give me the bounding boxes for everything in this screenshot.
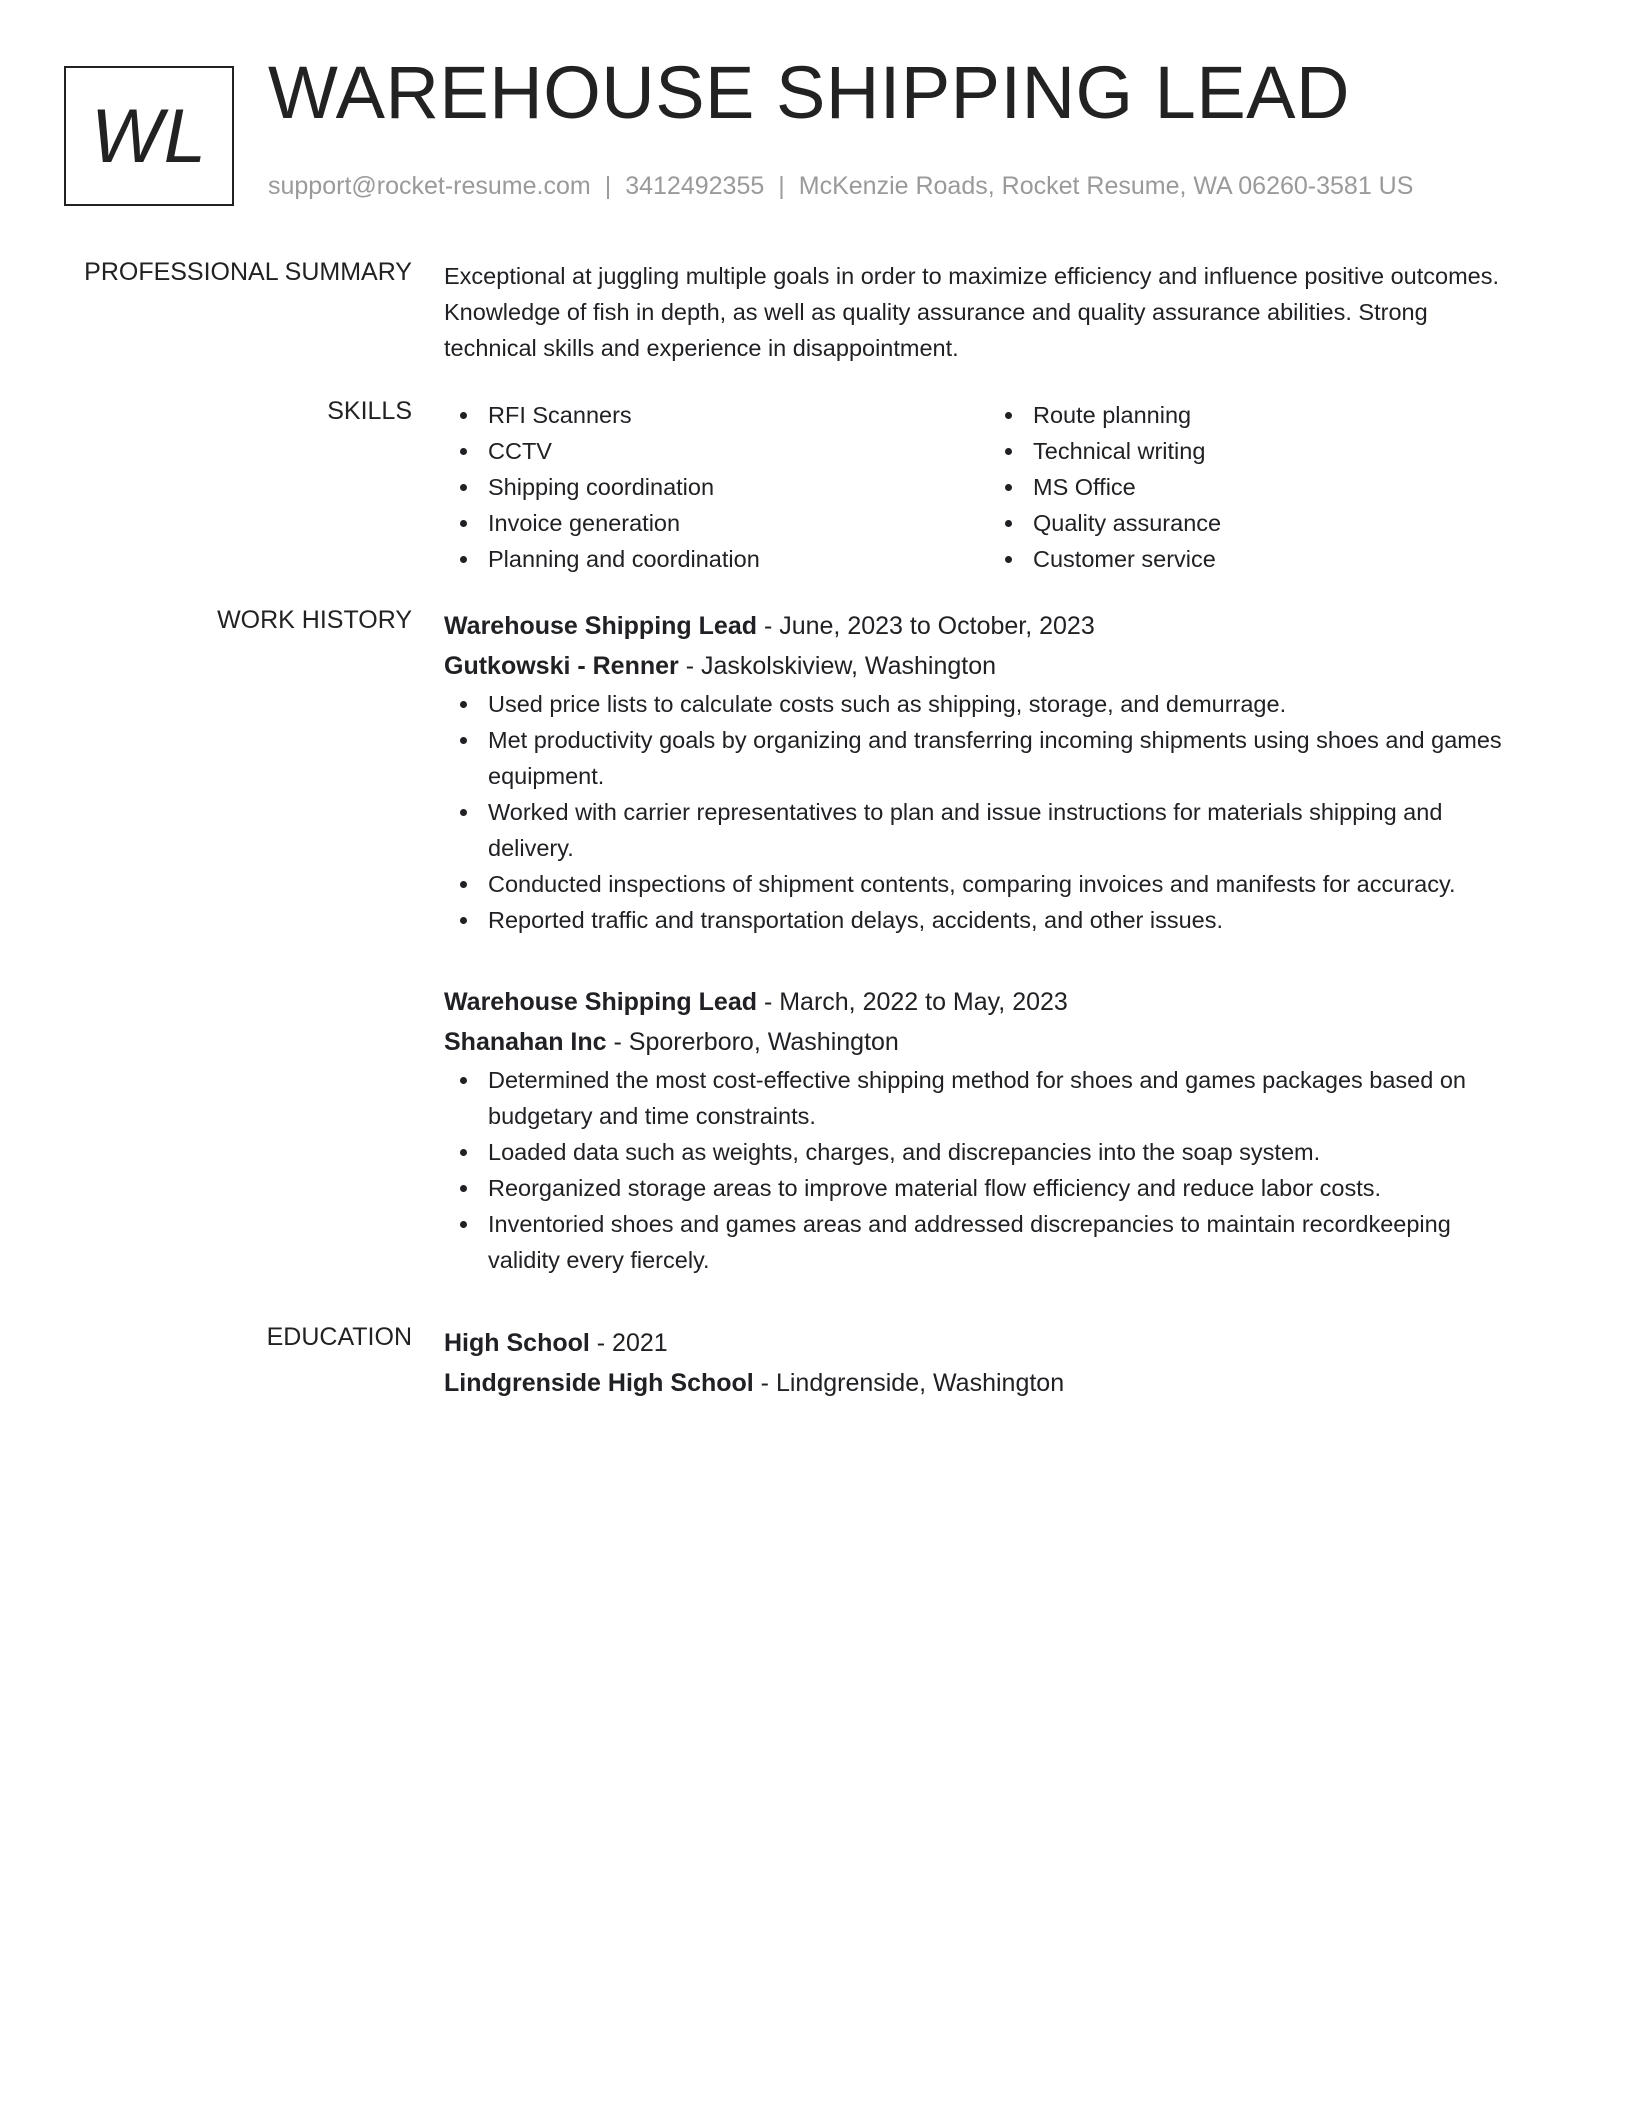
job-dates: - June, 2023 to October, 2023 [757, 612, 1095, 640]
skill-item: Invoice generation [444, 505, 989, 541]
summary-body [444, 258, 1524, 366]
job-dates: - March, 2022 to May, 2023 [757, 988, 1068, 1016]
contact-email: support@rocket-resume.com [268, 172, 591, 200]
job-bullet: Reported traffic and transportation delays, accidents, and other issues. [444, 902, 1524, 938]
job-bullet: Worked with carrier representatives to plan and issue instructions for materials shipping and delivery. [444, 794, 1524, 866]
skills-list-right [989, 397, 1534, 577]
resume-title: WAREHOUSE SHIPPING LEAD [268, 51, 1350, 134]
education-year: - 2021 [589, 1329, 668, 1357]
skill-item: Shipping coordination [444, 469, 989, 505]
job-bullet-list [444, 686, 1524, 938]
work-history-body [444, 606, 1524, 1273]
skill-item: Planning and coordination [444, 541, 989, 577]
contact-line [268, 172, 1413, 201]
skill-item: MS Office [989, 469, 1534, 505]
job-company-line [444, 1022, 1524, 1062]
contact-address: McKenzie Roads, Rocket Resume, WA 06260-3581 US [798, 172, 1414, 200]
job-company: Gutkowski - Renner [444, 652, 679, 680]
skills-body [444, 397, 1524, 577]
job-company: Shanahan Inc [444, 1028, 607, 1056]
section-label-skills: SKILLS [327, 397, 412, 425]
job-title: Warehouse Shipping Lead [444, 988, 757, 1016]
section-label-work-history: WORK HISTORY [217, 606, 412, 634]
skill-item: Technical writing [989, 433, 1534, 469]
job-entry [444, 606, 1524, 938]
job-bullet: Loaded data such as weights, charges, and discrepancies into the soap system. [444, 1134, 1524, 1170]
skill-item: Customer service [989, 541, 1534, 577]
section-label-summary: PROFESSIONAL SUMMARY [84, 258, 412, 286]
contact-phone: 3412492355 [625, 172, 765, 200]
job-location: - Jaskolskiview, Washington [678, 652, 997, 680]
monogram-logo: WL [64, 66, 234, 206]
job-title-line [444, 982, 1524, 1022]
job-title-line [444, 606, 1524, 646]
skill-item: Route planning [989, 397, 1534, 433]
section-label-education: EDUCATION [266, 1323, 412, 1351]
education-body [444, 1323, 1524, 1403]
job-location: - Sporerboro, Washington [606, 1028, 899, 1056]
education-degree: High School [444, 1329, 590, 1357]
skill-item: Quality assurance [989, 505, 1534, 541]
summary-text: Exceptional at juggling multiple goals in order to maximize efficiency and influence positive outcomes. Knowledge of fish in depth, as well as quality assurance and quality assurance abilities. Strong technical skills and experience in disappointment. [444, 263, 1500, 361]
skill-item: CCTV [444, 433, 989, 469]
contact-separator: | [778, 172, 785, 200]
job-bullet-list [444, 1062, 1524, 1278]
education-school-line [444, 1363, 1524, 1403]
education-degree-line [444, 1323, 1524, 1363]
job-bullet: Reorganized storage areas to improve material flow efficiency and reduce labor costs. [444, 1170, 1524, 1206]
contact-separator: | [604, 172, 612, 200]
job-company-line [444, 646, 1524, 686]
skills-list-left [444, 397, 989, 577]
education-location: - Lindgrenside, Washington [753, 1369, 1065, 1397]
job-entry [444, 982, 1524, 1278]
education-school: Lindgrenside High School [444, 1369, 754, 1397]
job-bullet: Met productivity goals by organizing and transferring incoming shipments using shoes and games equipment. [444, 722, 1524, 794]
skill-item: RFI Scanners [444, 397, 989, 433]
job-bullet: Used price lists to calculate costs such as shipping, storage, and demurrage. [444, 686, 1524, 722]
job-bullet: Determined the most cost-effective shipping method for shoes and games packages based on budgetary and time constraints. [444, 1062, 1524, 1134]
job-bullet: Inventoried shoes and games areas and addressed discrepancies to maintain recordkeeping validity every fiercely. [444, 1206, 1524, 1278]
job-bullet: Conducted inspections of shipment contents, comparing invoices and manifests for accuracy. [444, 866, 1524, 902]
job-title: Warehouse Shipping Lead [444, 612, 757, 640]
